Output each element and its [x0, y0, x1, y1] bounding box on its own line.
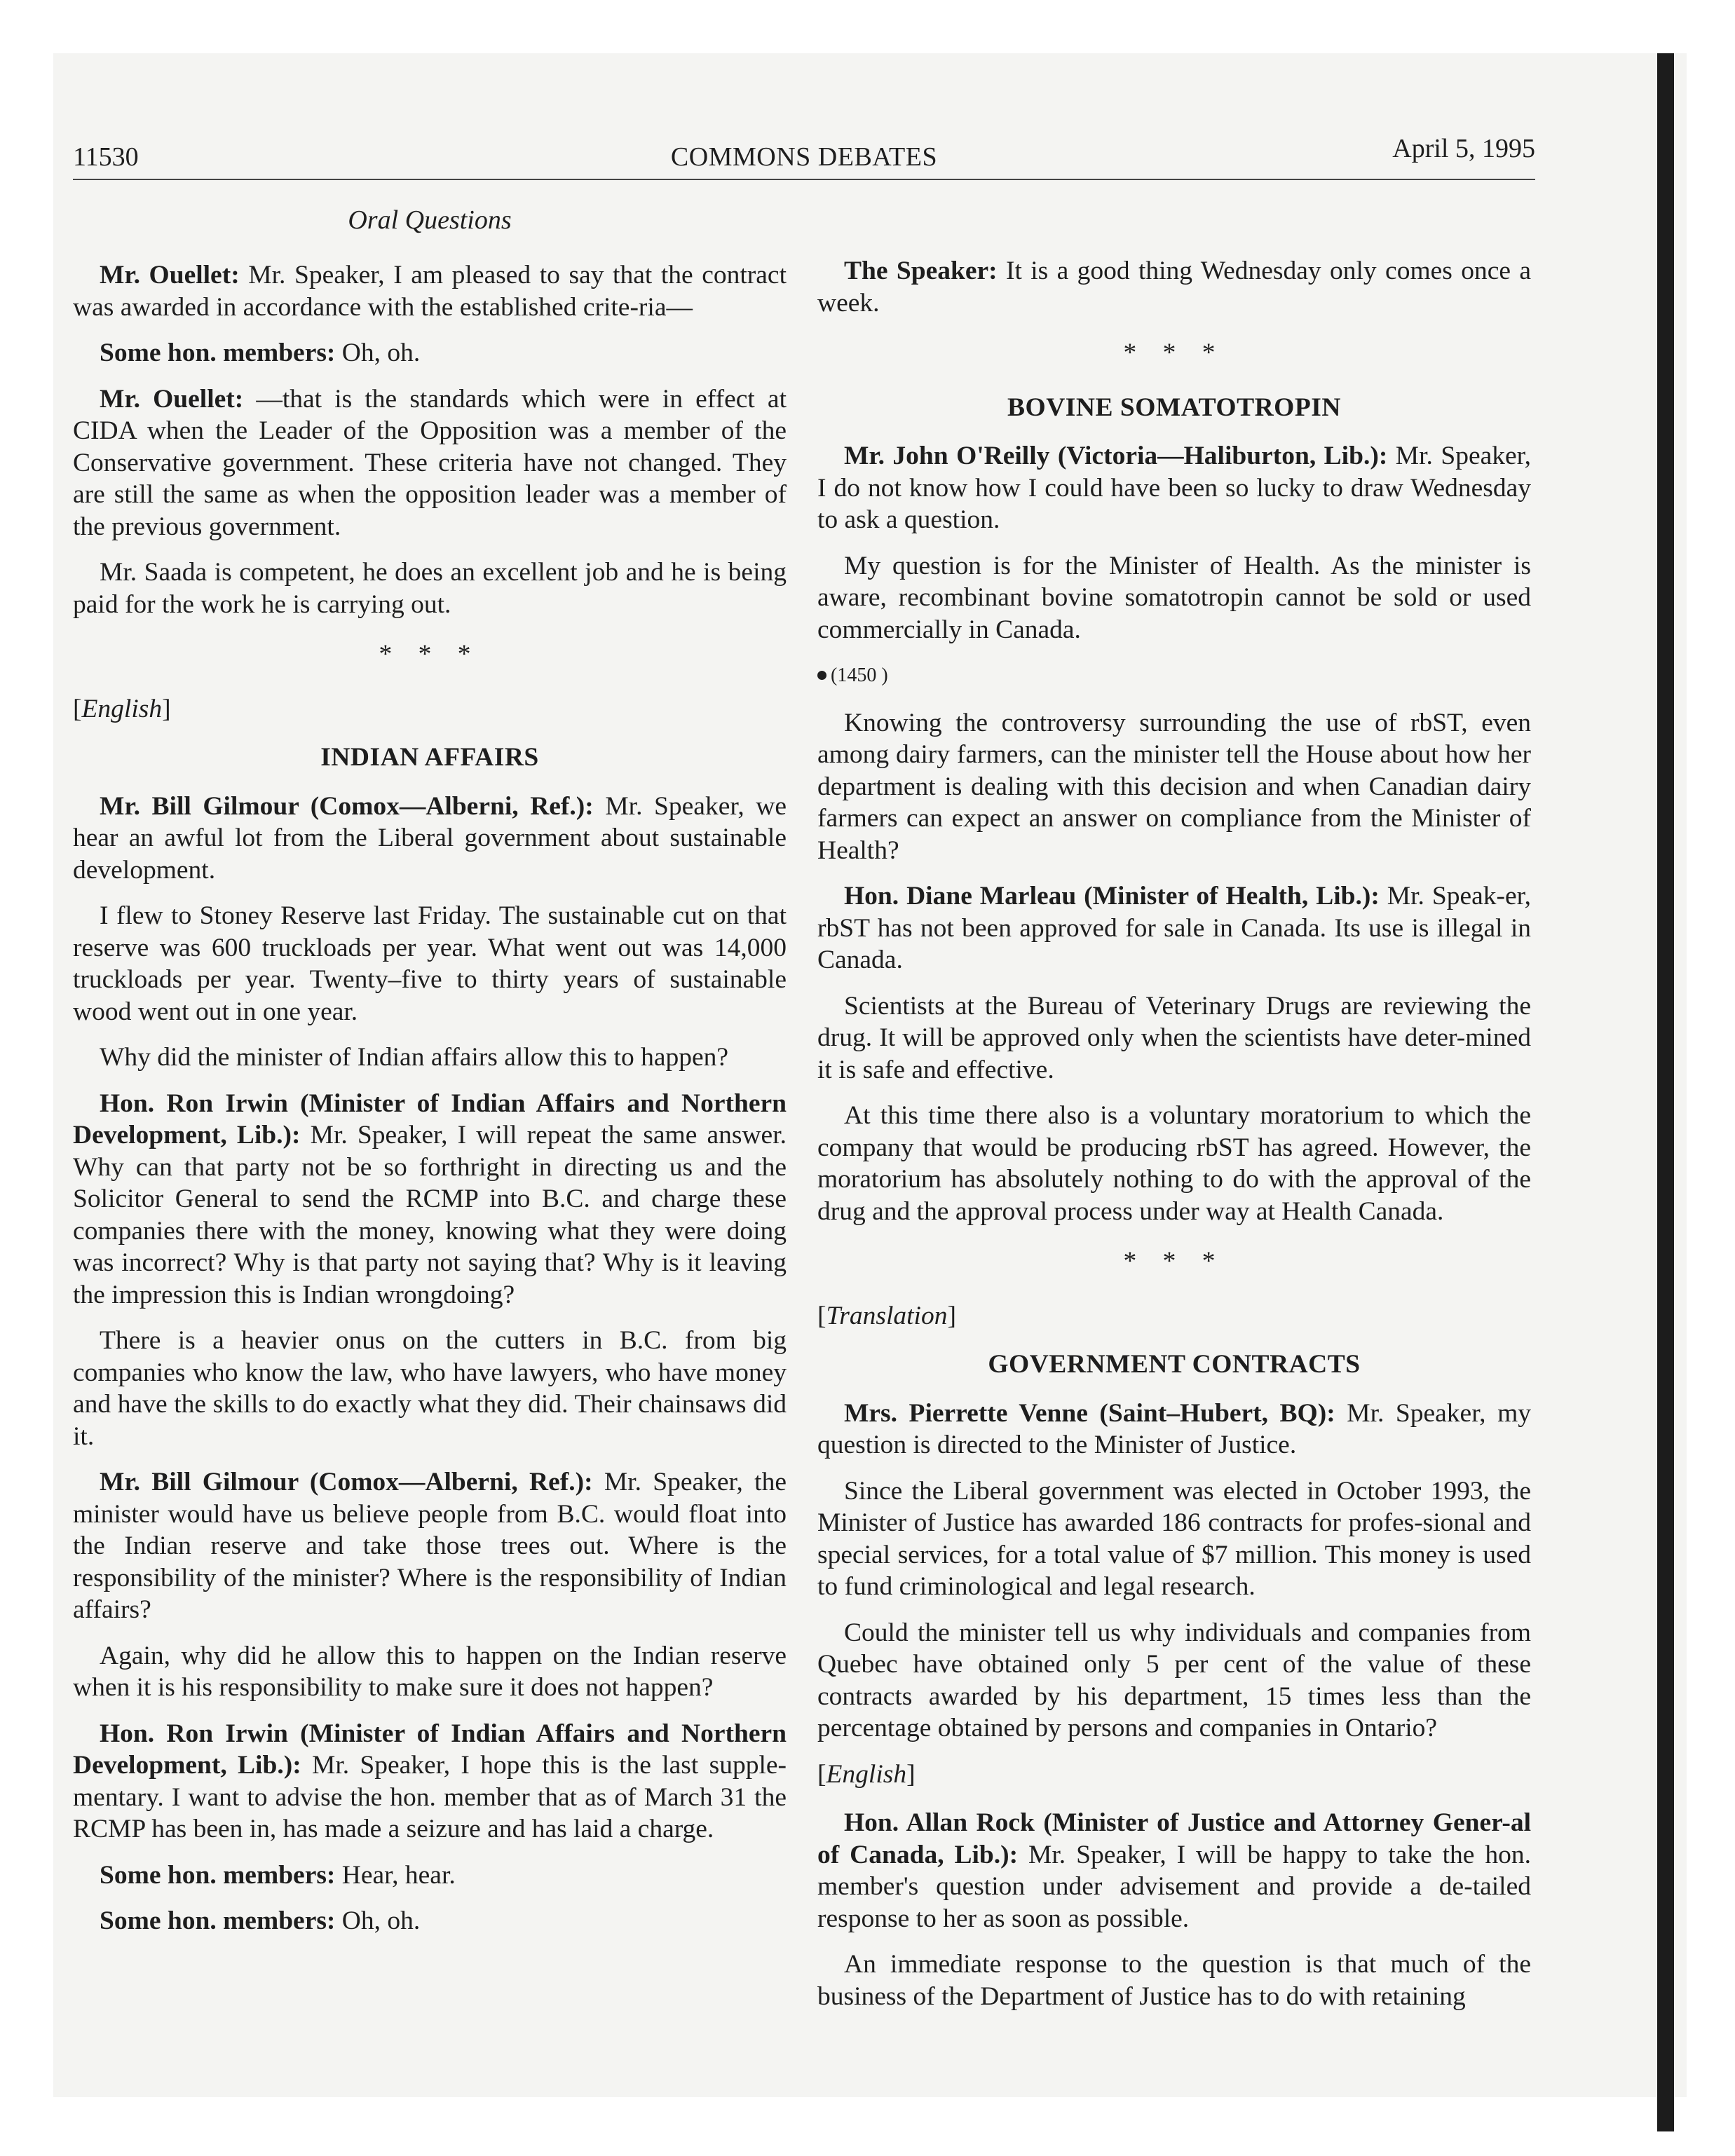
publication-date: April 5, 1995 [1392, 134, 1535, 163]
paragraph: My question is for the Minister of Health. As the minister is aware, recombinant bovine somatotropin cannot be sold or used commercially in Canada. [817, 551, 1531, 644]
language-name: Translation [826, 1301, 948, 1330]
paragraph: Mr. Saada is competent, he does an excellent job and he is being paid for the work he is carrying out. [73, 558, 787, 619]
speaker-name: Hon. Allan Rock (Minister of Justice and Attorney Gener-al of Canada, Lib.): [817, 1808, 1531, 1869]
paragraph [73, 383, 787, 543]
paragraph [817, 255, 1531, 319]
language-name: English [81, 694, 163, 723]
paragraph-text: Oh, oh. [335, 339, 421, 367]
language-name: English [826, 1759, 907, 1789]
paragraph: An immediate response to the question is that much of the business of the Department of Justice has to do with retaining [817, 1950, 1531, 2011]
section-heading: INDIAN AFFAIRS [320, 743, 539, 772]
language-marker: [English] [817, 1759, 916, 1789]
header-rule [73, 179, 1535, 180]
paragraph [73, 1860, 787, 1892]
speaker-name: Hon. Ron Irwin (Minister of Indian Affairs and Northern Development, Lib.): [73, 1719, 787, 1780]
paragraph: Could the minister tell us why individuals and companies from Quebec have obtained only 5 per cent of the value of these contracts awarded by his department, 15 times less than the percentage obtained by persons and companies in Ontario? [817, 1618, 1531, 1742]
timecode [817, 660, 1531, 692]
paragraph-text: Mr. Speaker, I hope this is the last supple-mentary. I want to advise the hon. member that as of March 31 the RCMP has been in, has made a seizure and has laid a charge. [73, 1751, 787, 1843]
paragraph-text: Oh, oh. [335, 1906, 421, 1935]
paragraph-text: —that is the standards which were in effect at CIDA when the Leader of the Opposition was a member of the Conservative government. These criteria have not changed. They are still the same as when the opposition leader was a member of the previous government. [73, 384, 787, 541]
speaker-name: Mr. Bill Gilmour (Comox—Alberni, Ref.): [100, 791, 594, 821]
paragraph [817, 1807, 1531, 1935]
paragraph: Knowing the controversy surrounding the use of rbST, even among dairy farmers, can the minister tell the House about how her department is dealing with this decision and when Canadian dairy farmers can expect an answer on compliance from the Minister of Health? [817, 708, 1531, 865]
left-column [73, 259, 787, 1951]
speaker-name: Mr. Bill Gilmour (Comox—Alberni, Ref.): [100, 1468, 593, 1496]
scan-edge [1657, 53, 1674, 2131]
paragraph-text: Mr. Speak-er, rbST has not been approved for sale in Canada. Its use is illegal in Canada. [817, 882, 1531, 974]
paragraph [73, 1466, 787, 1626]
speaker-name: Hon. Ron Irwin (Minister of Indian Affairs and Northern Development, Lib.): [73, 1089, 787, 1149]
speaker-name: Mr. John O'Reilly (Victoria—Haliburton, Lib.): [844, 442, 1388, 470]
speaker-name: Some hon. members: [100, 1906, 336, 1935]
paragraph: Why did the minister of Indian affairs allow this to happen? [100, 1043, 728, 1072]
paragraph [817, 880, 1531, 976]
paragraph [73, 337, 787, 369]
running-head [73, 134, 1535, 177]
paragraph: Scientists at the Bureau of Veterinary Drugs are reviewing the drug. It will be approved only when the scientists have deter-mined it is safe and effective. [817, 991, 1531, 1084]
speaker-name: Some hon. members: [100, 339, 336, 367]
paragraph [73, 259, 787, 323]
section-label: Oral Questions [348, 205, 512, 235]
language-marker: [English] [73, 694, 171, 723]
right-column [817, 255, 1531, 2026]
paragraph-text: Mr. Speaker, I will be happy to take the hon. member's question under advisement and provide a de-tailed response to her as soon as possible. [817, 1840, 1531, 1933]
paragraph [73, 1088, 787, 1311]
paragraph-text: Mr. Speaker, the minister would have us believe people from B.C. would float into the Indian reserve and take those trees out. Where is the responsibility of the minister? Where is the responsibility of Indian affairs? [73, 1468, 787, 1624]
section-separator: * * * [379, 640, 481, 669]
section-heading: BOVINE SOMATOTROPIN [1007, 393, 1341, 422]
language-marker: [Translation] [817, 1301, 956, 1330]
bullet-icon [817, 671, 826, 680]
speaker-name: Mr. Ouellet: [100, 384, 244, 414]
speaker-name: Mrs. Pierrette Venne (Saint–Hubert, BQ): [844, 1398, 1335, 1428]
paragraph: Since the Liberal government was elected in October 1993, the Minister of Justice has awarded 186 contracts for profes-sional and special services, for a total value of $7 million. This money is used to fund criminological and legal research. [817, 1476, 1531, 1601]
paragraph-text: Mr. Speaker, I am pleased to say that the contract was awarded in accordance with the established crite-ria— [73, 261, 787, 322]
timecode-text: (1450 ) [831, 664, 888, 686]
section-separator: * * * [1123, 339, 1225, 367]
paragraph: Again, why did he allow this to happen on the Indian reserve when it is his responsibility to make sure it does not happen? [73, 1641, 787, 1702]
paragraph-text: Hear, hear. [335, 1860, 456, 1890]
paragraph [73, 1905, 787, 1937]
speaker-name: Mr. Ouellet: [100, 261, 240, 289]
page-number: 11530 [73, 142, 139, 172]
paragraph [817, 1398, 1531, 1461]
section-separator: * * * [1123, 1247, 1225, 1276]
paragraph-text: Mr. Speaker, I will repeat the same answer. Why can that party not be so forthright in directing us and the Solicitor General to send the RCMP into B.C. and charge these companies there with the money, knowing what they were doing was incorrect? Why is that party not saying that? Why is it leaving the impression this is Indian wrongdoing? [73, 1121, 787, 1309]
publication-title: COMMONS DEBATES [670, 142, 938, 172]
speaker-name: Hon. Diane Marleau (Minister of Health, Lib.): [844, 882, 1380, 910]
paragraph-text: Mr. Speaker, we hear an awful lot from the Liberal government about sustainable development. [73, 791, 787, 885]
paragraph [73, 1718, 787, 1845]
speaker-name: The Speaker: [844, 257, 998, 285]
paragraph: There is a heavier onus on the cutters in B.C. from big companies who know the law, who have lawyers, who have money and have the skills to do exactly what they did. Their chainsaws did it. [73, 1326, 787, 1451]
paragraph: At this time there also is a voluntary moratorium to which the company that would be producing rbST has agreed. However, the moratorium has absolutely nothing to do with the approval of the drug and the approval process under way at Health Canada. [817, 1101, 1531, 1226]
speaker-name: Some hon. members: [100, 1860, 336, 1890]
paragraph [73, 791, 787, 887]
paragraph: I flew to Stoney Reserve last Friday. The sustainable cut on that reserve was 600 truckloads per year. What went out was 14,000 truckloads per year. Twenty–five to thirty years of sustainable wood went out in one year. [73, 901, 787, 1026]
paragraph-text: Mr. Speaker, I do not know how I could have been so lucky to draw Wednesday to ask a question. [817, 442, 1531, 534]
paragraph [817, 440, 1531, 536]
paragraph-text: It is a good thing Wednesday only comes once a week. [817, 257, 1531, 318]
paragraph-text: Mr. Speaker, my question is directed to the Minister of Justice. [817, 1398, 1531, 1459]
section-heading: GOVERNMENT CONTRACTS [988, 1350, 1361, 1379]
